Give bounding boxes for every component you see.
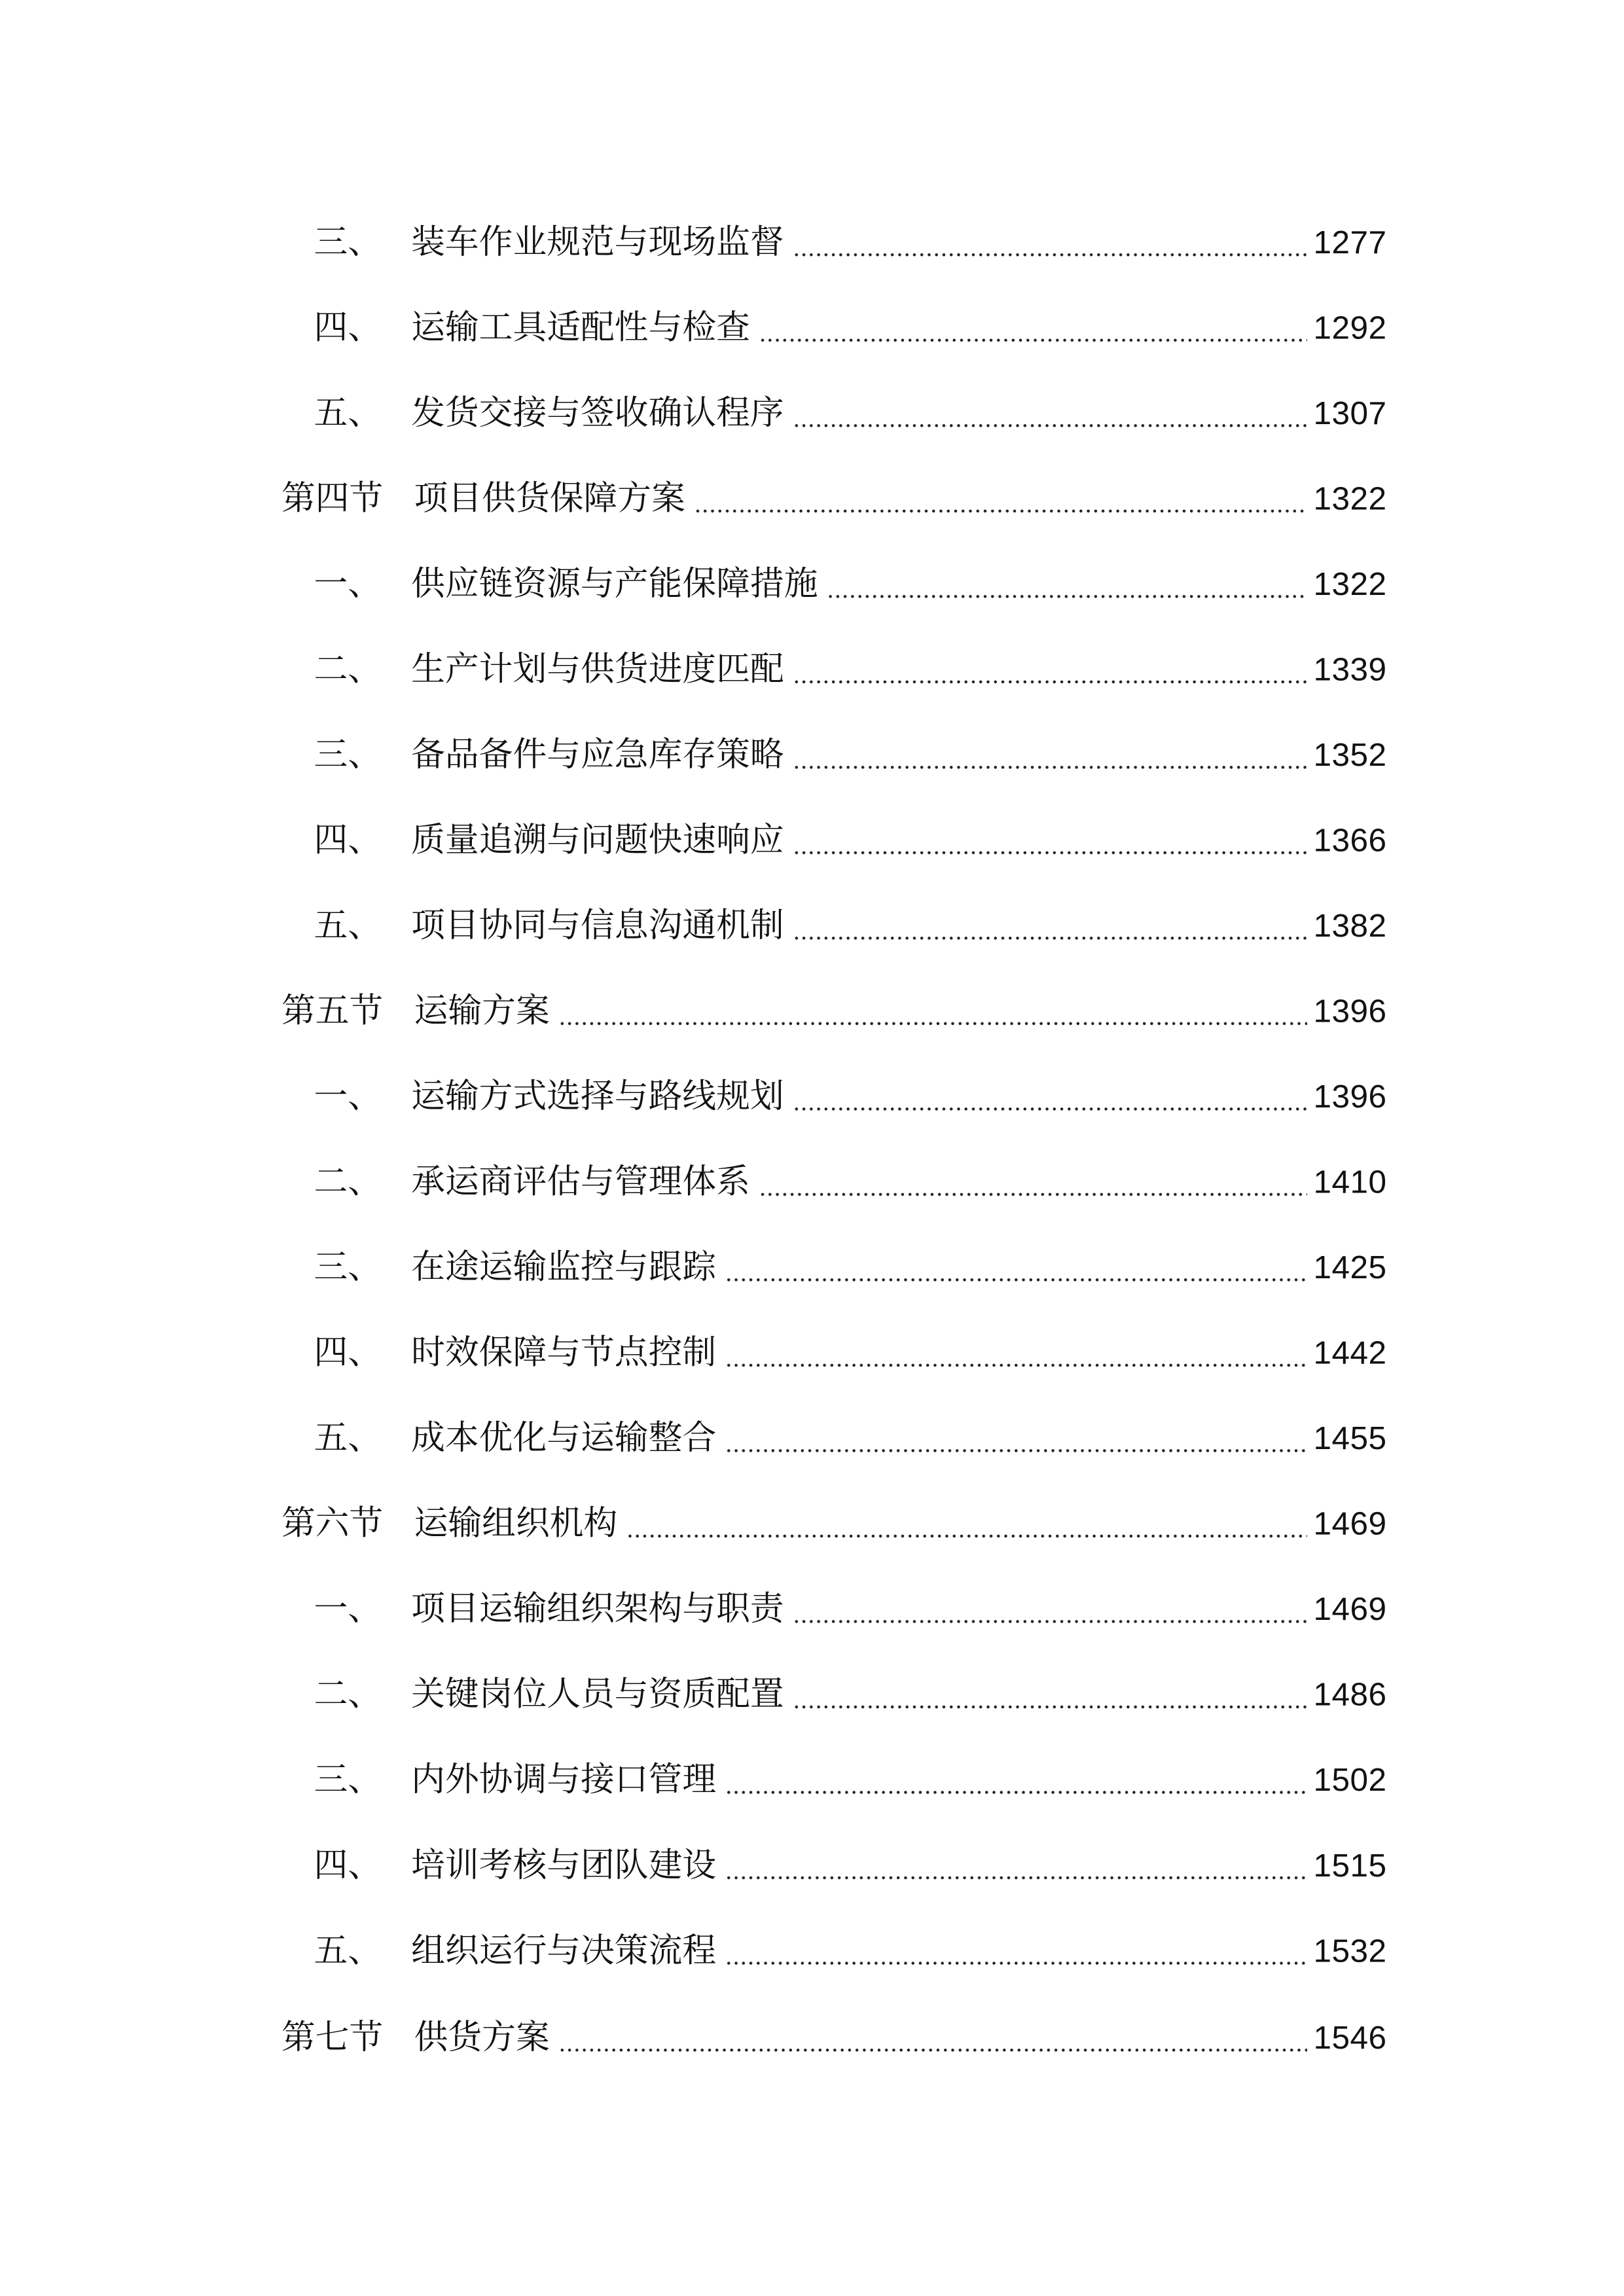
toc-entry-page: 1396	[1313, 1078, 1387, 1115]
dot-leader	[725, 1364, 1308, 1367]
toc-entry-title: 发货交接与签收确认程序	[411, 395, 784, 433]
toc-section-page: 1396	[1313, 992, 1387, 1030]
toc-entry-number: 四、	[314, 1846, 382, 1886]
dot-leader	[793, 1620, 1307, 1623]
toc-section-number: 第四节	[281, 480, 384, 519]
toc-entry-title: 成本优化与运输整合	[411, 1420, 717, 1458]
toc-entry-title: 运输方式选择与路线规划	[411, 1078, 784, 1117]
toc-entry-title: 在途运输监控与跟踪	[411, 1249, 717, 1287]
toc-entry-number: 三、	[314, 224, 382, 262]
toc-entry-page: 1307	[1313, 395, 1387, 432]
toc-entry-number: 五、	[314, 907, 382, 946]
toc-section-page: 1469	[1313, 1505, 1387, 1542]
toc-entry[interactable]	[314, 555, 1387, 614]
toc-entry-title: 运输工具适配性与检查	[411, 309, 750, 348]
toc-entry-page: 1515	[1313, 1846, 1387, 1884]
toc-entry-page: 1425	[1313, 1249, 1387, 1286]
toc-entry-page: 1339	[1313, 651, 1387, 688]
toc-entry-page: 1486	[1313, 1676, 1387, 1713]
toc-entry[interactable]	[314, 299, 1387, 358]
toc-entry-page: 1382	[1313, 907, 1387, 944]
dot-leader	[793, 424, 1307, 427]
toc-entry-title: 时效保障与节点控制	[411, 1334, 717, 1373]
toc-entry-number: 五、	[314, 395, 382, 433]
dot-leader	[725, 1791, 1308, 1794]
toc-entry-title: 质量追溯与问题快速响应	[411, 821, 784, 861]
toc-entry[interactable]	[314, 384, 1387, 443]
toc-entry-number: 一、	[314, 1590, 382, 1629]
toc-entry-page: 1292	[1313, 309, 1387, 346]
toc-entry[interactable]	[314, 897, 1387, 956]
toc-section-number: 第七节	[281, 2019, 384, 2058]
toc-entry[interactable]	[314, 213, 1387, 272]
dot-leader	[725, 1876, 1308, 1880]
toc-entry[interactable]	[314, 726, 1387, 785]
dot-leader	[725, 1278, 1308, 1282]
toc-entry[interactable]	[314, 1238, 1387, 1297]
toc-entry-page: 1502	[1313, 1761, 1387, 1799]
toc-entry-number: 三、	[314, 1761, 382, 1800]
toc-section[interactable]	[281, 1495, 1386, 1554]
toc-entry-title: 生产计划与供货进度匹配	[411, 651, 784, 690]
toc-entry-number: 四、	[314, 309, 382, 348]
toc-entry-title: 项目运输组织架构与职责	[411, 1590, 784, 1629]
toc-entry-number: 四、	[314, 1334, 382, 1373]
toc-entry-number: 二、	[314, 651, 382, 690]
dot-leader	[793, 253, 1307, 257]
dot-leader	[793, 937, 1307, 940]
toc-section-title: 项目供货保障方案	[414, 480, 685, 519]
toc-section-title: 供货方案	[414, 2019, 550, 2058]
dot-leader	[725, 1962, 1308, 1965]
toc-entry-page: 1366	[1313, 821, 1387, 859]
toc-entry-page: 1469	[1313, 1590, 1387, 1628]
dot-leader	[793, 1706, 1307, 1709]
toc-entry[interactable]	[314, 1324, 1387, 1383]
toc-entry-page: 1410	[1313, 1163, 1387, 1200]
toc-entry-page: 1322	[1313, 565, 1387, 603]
toc-entry-title: 装车作业规范与现场监督	[411, 224, 784, 262]
toc-section-number: 第六节	[281, 1505, 384, 1544]
toc-entry[interactable]	[314, 1067, 1387, 1126]
toc-entry-title: 关键岗位人员与资质配置	[411, 1676, 784, 1715]
toc-entry-page: 1532	[1313, 1932, 1387, 1969]
toc-entry-number: 一、	[314, 565, 382, 604]
toc-entry-number: 三、	[314, 736, 382, 775]
dot-leader	[558, 2049, 1307, 2052]
dot-leader	[694, 510, 1307, 513]
dot-leader	[759, 339, 1307, 342]
toc-section-title: 运输方案	[414, 992, 550, 1031]
toc-entry-title: 供应链资源与产能保障措施	[411, 565, 818, 604]
dot-leader	[759, 1193, 1307, 1196]
toc-entry-page: 1352	[1313, 736, 1387, 774]
dot-leader	[793, 766, 1307, 769]
toc-entry-number: 五、	[314, 1420, 382, 1458]
dot-leader	[725, 1449, 1308, 1452]
toc-entry[interactable]	[314, 1837, 1387, 1895]
toc-entry-number: 二、	[314, 1676, 382, 1715]
toc-entry-title: 内外协调与接口管理	[411, 1761, 717, 1800]
dot-leader	[793, 1107, 1307, 1111]
toc-section-page: 1322	[1313, 480, 1387, 517]
toc-section-page: 1546	[1313, 2019, 1387, 2056]
toc-entry-page: 1277	[1313, 224, 1387, 261]
toc-entry-number: 四、	[314, 821, 382, 861]
toc-entry-title: 培训考核与团队建设	[411, 1846, 717, 1886]
toc-section-number: 第五节	[281, 992, 384, 1031]
toc-entry[interactable]	[314, 1666, 1387, 1725]
dot-leader	[793, 681, 1307, 684]
toc-entry-number: 五、	[314, 1932, 382, 1971]
toc-entry[interactable]	[314, 1580, 1387, 1639]
toc-entry[interactable]	[314, 1409, 1387, 1468]
toc-entry-page: 1442	[1313, 1334, 1387, 1371]
toc-entry-title: 项目协同与信息沟通机制	[411, 907, 784, 946]
toc-section-title: 运输组织机构	[414, 1505, 618, 1544]
dot-leader	[793, 852, 1307, 855]
toc-entry-title: 组织运行与决策流程	[411, 1932, 717, 1971]
toc-entry-number: 三、	[314, 1249, 382, 1287]
toc-entry[interactable]	[314, 641, 1387, 700]
toc-entry-title: 备品备件与应急库存策略	[411, 736, 784, 775]
dot-leader	[558, 1022, 1307, 1026]
toc-entry[interactable]	[314, 1922, 1387, 1981]
dot-leader	[626, 1535, 1308, 1538]
toc-section[interactable]	[281, 982, 1386, 1041]
toc-section[interactable]	[281, 2009, 1386, 2068]
toc-entry[interactable]	[314, 812, 1387, 870]
toc-entry-number: 一、	[314, 1078, 382, 1117]
toc-section[interactable]	[281, 470, 1386, 529]
toc-entry-number: 二、	[314, 1163, 382, 1202]
toc-entry-title: 承运商评估与管理体系	[411, 1163, 750, 1202]
toc-entry[interactable]	[314, 1751, 1387, 1810]
dot-leader	[827, 595, 1307, 598]
toc-entry[interactable]	[314, 1153, 1387, 1212]
toc-entry-page: 1455	[1313, 1420, 1387, 1457]
